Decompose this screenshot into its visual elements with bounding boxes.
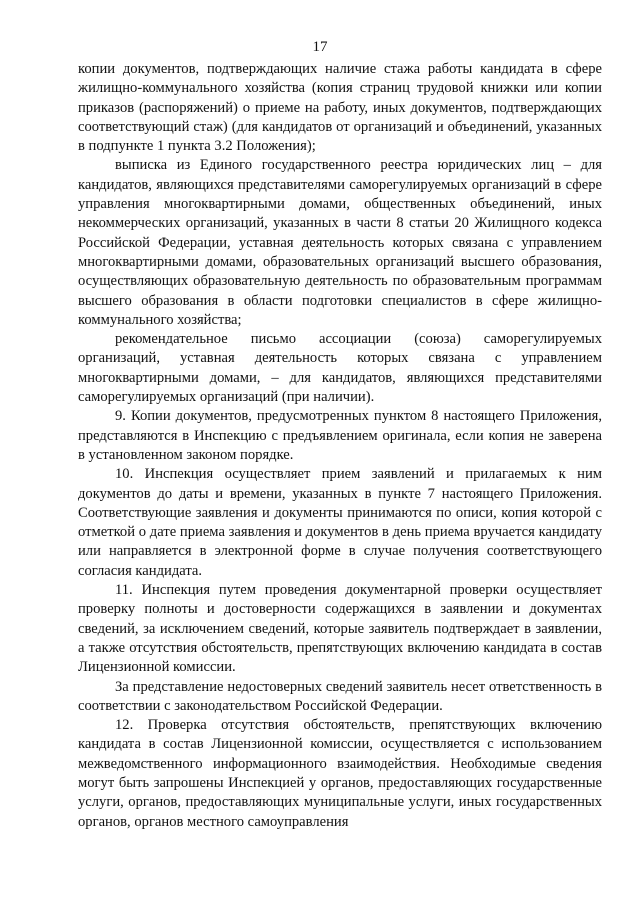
paragraph-item-12: 12. Проверка отсутствия обстоятельств, препятствующих включению кандидата в состав Лицензионной комиссии, осуществляется с использованием межведомственного информационного взаимодействия. Необходимые сведения могут быть запрошены Инспекцией у органов, предоставляющих государственные услуги, органов, предоставляющих муниципальные услуги, иных государственных органов, органов местного самоуправления [78, 717, 602, 830]
document-body [78, 60, 602, 832]
paragraph-recommendation-letter: рекомендательное письмо ассоциации (союза) саморегулируемых организаций, уставная деятельность которых связана с управлением многоквартирными домами, – для кандидатов, являющихся представителями саморегулируемых организаций (при наличии). [78, 331, 602, 406]
page-number: 17 [312, 39, 328, 55]
paragraph-responsibility: За представление недостоверных сведений заявитель несет ответственность в соответствии с законодательством Российской Федерации. [78, 678, 602, 714]
paragraph-item-9: 9. Копии документов, предусмотренных пунктом 8 настоящего Приложения, представляются в Инспекцию с предъявлением оригинала, если копия не заверена в установленном законом порядке. [78, 408, 602, 463]
paragraph-item-11: 11. Инспекция путем проведения документарной проверки осуществляет проверку полноты и достоверности содержащихся в заявлении и документах сведений, за исключением сведений, которые заявитель подтверждает в заявлении, а также отсутствия обстоятельств, препятствующих включению кандидата в состав Лицензионной комиссии. [78, 582, 602, 676]
paragraph-copies-of-documents: копии документов, подтверждающих наличие стажа работы кандидата в сфере жилищно-коммунального хозяйства (копия страниц трудовой книжки или копии приказов (распоряжений) о приеме на работу, иных документов, подтверждающих соответствующий стаж) (для кандидатов от организаций и объединений, указанных в подпункте 1 пункта 3.2 Положения); [78, 61, 602, 155]
paragraph-item-10: 10. Инспекция осуществляет прием заявлений и прилагаемых к ним документов до даты и времени, указанных в пункте 7 настоящего Приложения. Соответствующие заявления и документы принимаются по описи, копия которой с отметкой о дате приема заявления и документов в день приема вручается кандидату или направляется в электронной форме в случае получения соответствующего согласия кандидата. [78, 466, 602, 579]
paragraph-register-extract: выписка из Единого государственного реестра юридических лиц – для кандидатов, являющихся представителями саморегулируемых организаций в сфере управления многоквартирными домами, общественных объединений, иных некоммерческих организаций, указанных в части 8 статьи 20 Жилищного кодекса Российской Федерации, уставная деятельность которых связана с управлением многоквартирными домами, образовательных организаций высшего образования, осуществляющих образовательную деятельность по образовательным программам высшего образования в области подготовки специалистов в сфере жилищно-коммунального хозяйства; [78, 157, 602, 328]
